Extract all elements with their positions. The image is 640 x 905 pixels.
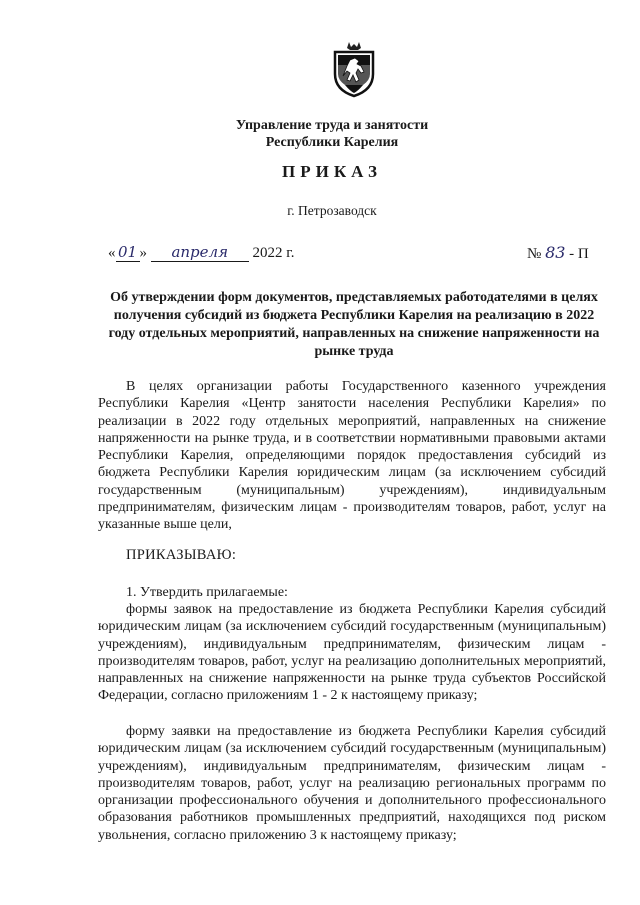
karelia-coat-of-arms-icon [331,40,377,98]
document-number [527,243,589,263]
document-heading: Об утверждении форм документов, представляемых работодателями в целях получения субсидий из бюджета Республики Карелия на реализацию в 2022 году отдельных мероприятий, направленных на снижение напряженности на рынке труда [108,290,600,359]
preamble-paragraph: В целях организации работы Государственного казенного учреждения Республики Карелия «Центр занятости населения Республики Карелия» по реализации в 2022 году отдельных мероприятий, направленных на снижение напряженности на рынке труда, и в соответствии нормативными правовыми актами Республики Карелия, определяющими порядок предоставления субсидий из бюджета Республики Карелия юридическим лицам (за исключением субсидий государственным (муниципальным) учреждениям), индивидуальным предпринимателям, физическим лицам - производителям товаров, работ, услуг на указанные выше цели, [98,379,606,533]
organization-name-line1: Управление труда и занятости [235,118,429,133]
date-close-quote: » [139,245,147,261]
date-day-handwritten: 01 [116,243,140,262]
date-open-quote: « [108,245,116,261]
city-line: г. Петрозаводск [287,203,377,218]
number-sign: № [527,246,542,262]
date-line [108,243,294,262]
document-type-title: ПРИКАЗ [282,162,382,181]
date-year: 2022 г. [252,245,295,261]
number-value-handwritten: 83 [545,243,566,262]
item-1a-paragraph: формы заявок на предоставление из бюджета Республики Карелия субсидий юридическим лицам (за исключением субсидий государственным (муниципальным) учреждениям), индивидуальным предпринимателям, физическим лицам - производителям товаров, работ, услуг на реализацию дополнительных мероприятий, направленных на снижение напряженности на рынке труда субъектов Российской Федерации, согласно приложениям 1 - 2 к настоящему приказу; [98,602,606,704]
number-suffix: - П [569,246,589,262]
item-1b-paragraph: форму заявки на предоставление из бюджета Республики Карелия субсидий юридическим лицам (за исключением субсидий государственным (муниципальным) учреждениям), индивидуальным предпринимателям, физическим лицам - производителям товаров, работ, услуг на реализацию региональных программ по организации профессионального обучения и дополнительного профессионального образования работников промышленных предприятий, находящихся под риском увольнения, согласно приложению 3 к настоящему приказу; [98,724,606,843]
organization-name-line2: Республики Карелия [265,135,399,150]
date-month-handwritten: апреля [151,243,249,262]
item-1-paragraph: 1. Утвердить прилагаемые: [126,585,288,600]
order-word: ПРИКАЗЫВАЮ: [126,547,237,563]
